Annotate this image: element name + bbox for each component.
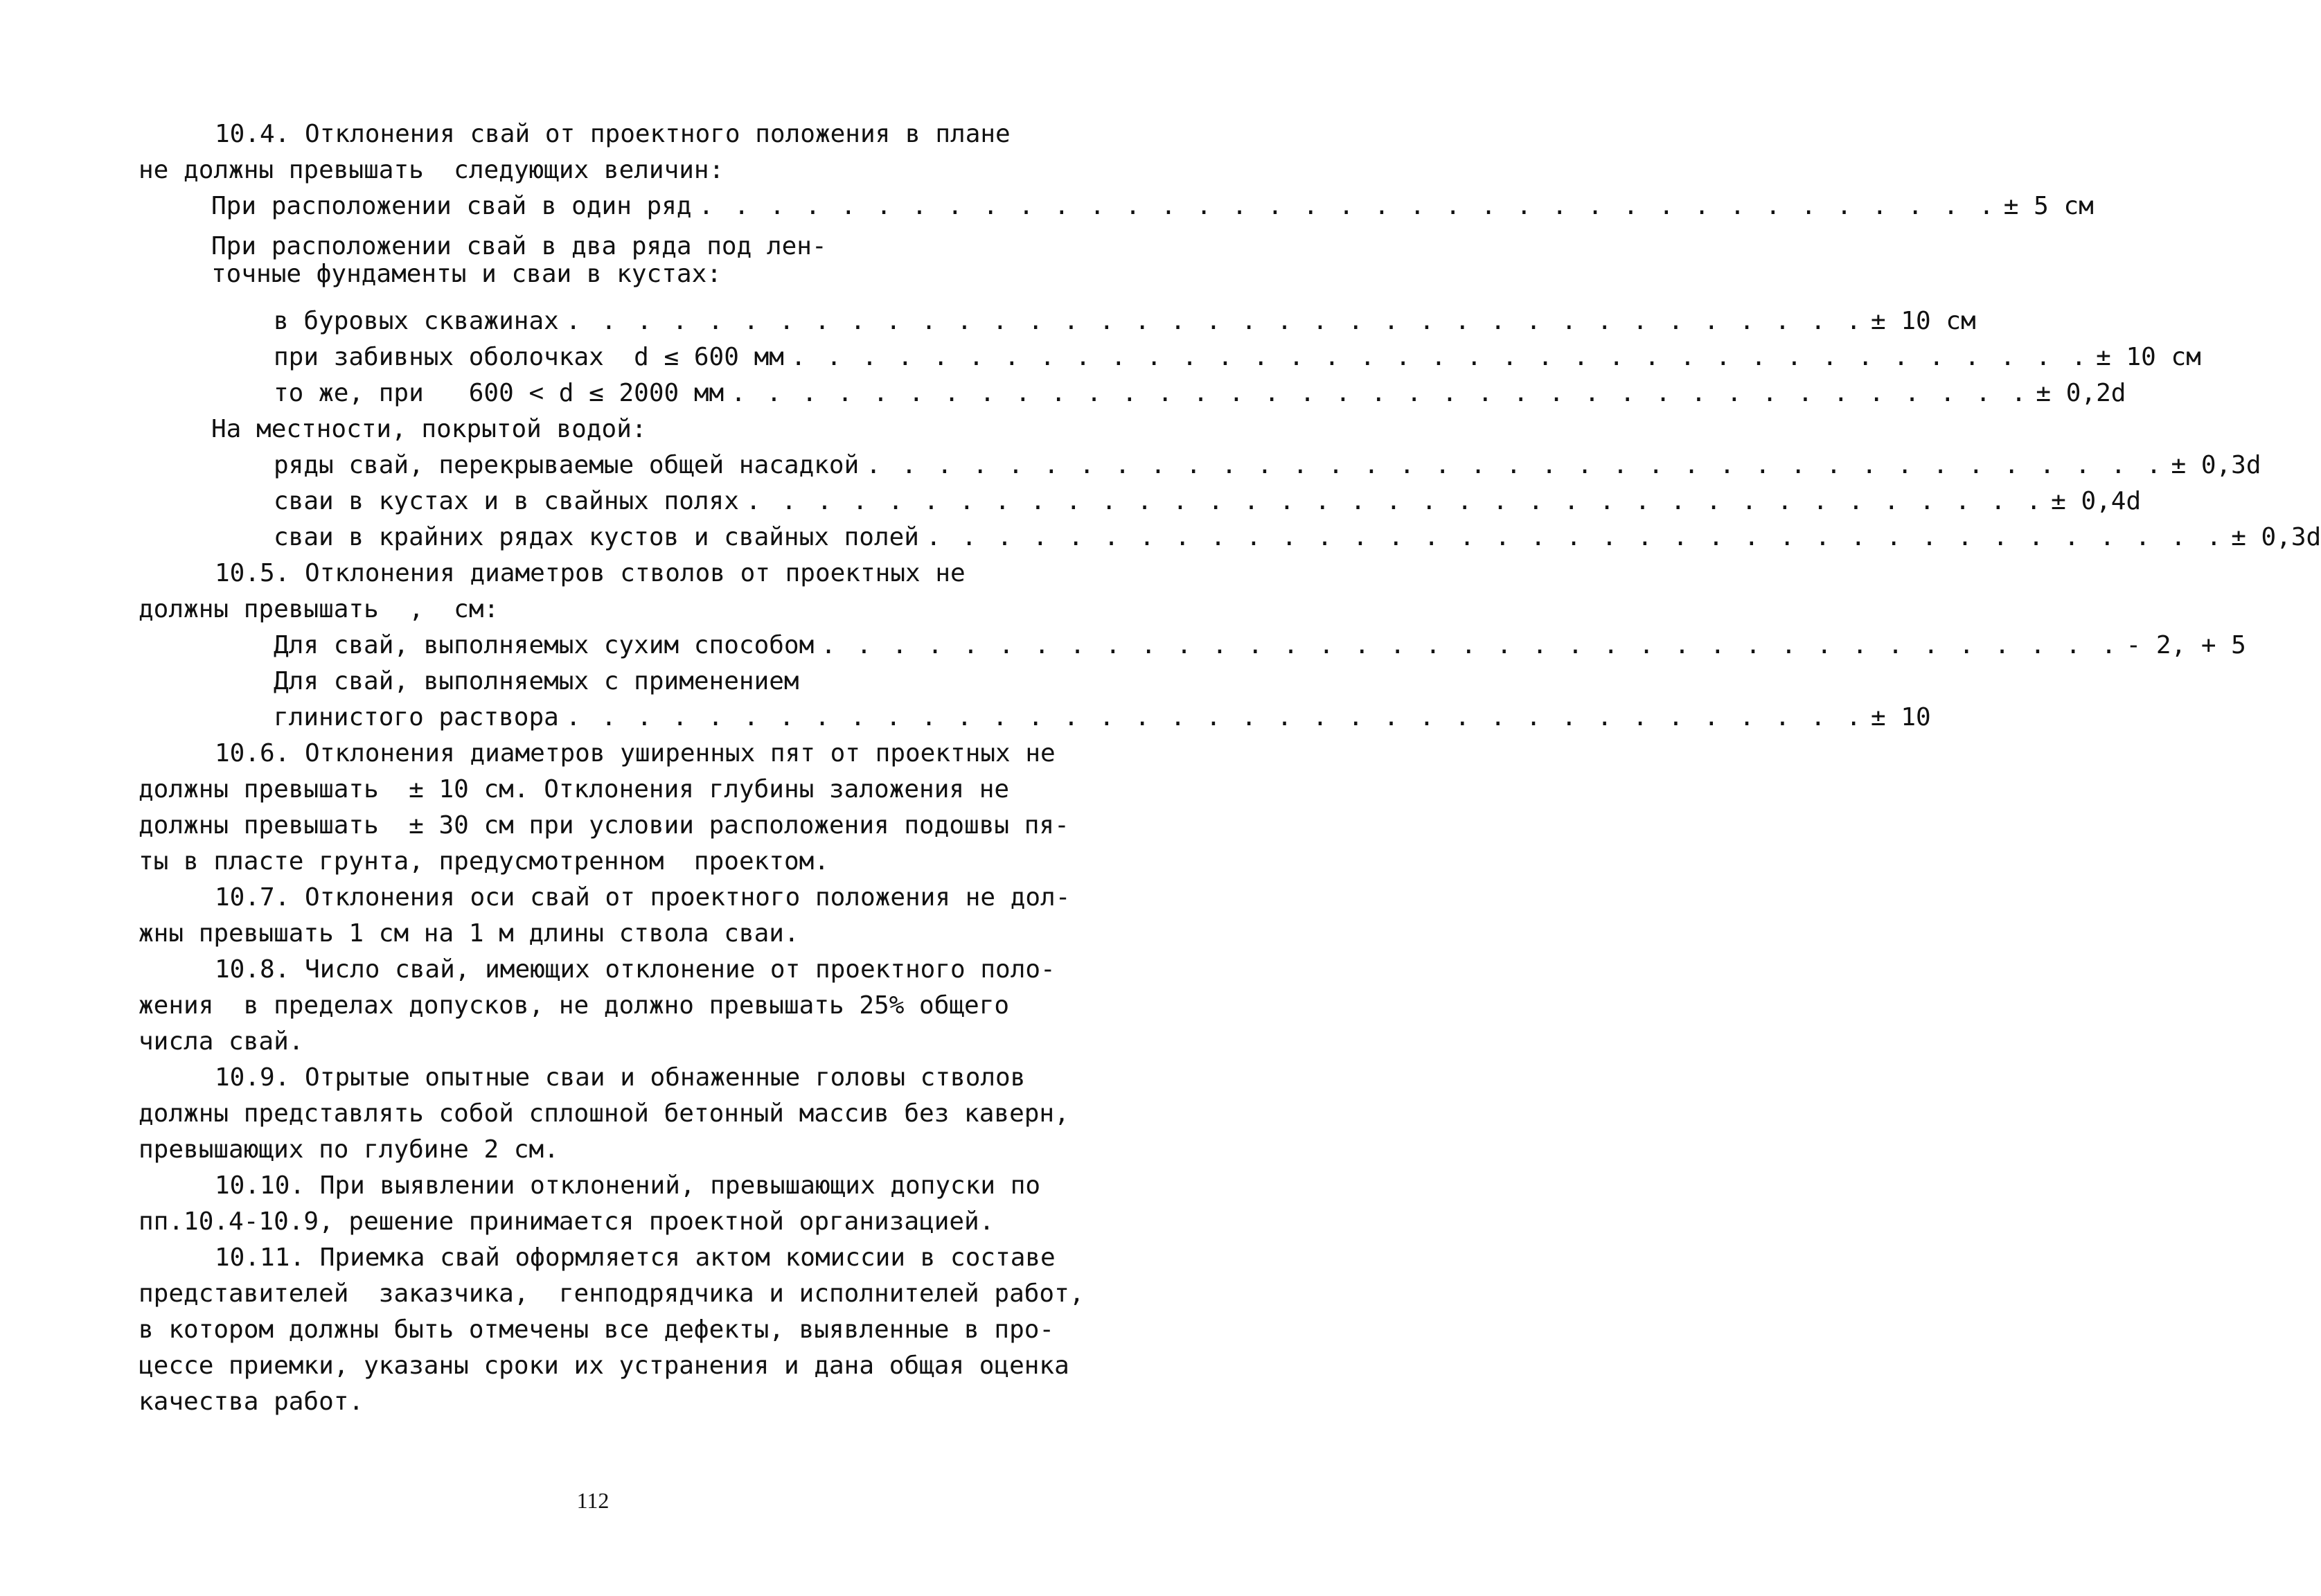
paragraph-10-11-line-5: качества работ. [139,1387,364,1416]
page-number: 112 [576,1488,610,1513]
tolerance-row-common-cap [139,447,2261,484]
water-heading: На местности, покрытой водой: [211,415,647,443]
clay-row-line-1: Для свай, выполняемых с применением [274,667,799,695]
tolerance-label: при забивных оболочках d ≤ 600 мм [274,343,784,371]
leader-dots: . . . . . . . . . . . . . . . . . . . . . . . . . . . . . . . . . . . . . [565,703,1865,732]
paragraph-10-10-line-1: 10.10. При выявлении отклонений, превышающих допуски по [215,1171,1041,1200]
leader-dots: . . . . . . . . . . . . . . . . . . . . . . . . . . . . . . . . . . . . . [698,192,1997,220]
paragraph-10-4-line-1: 10.4. Отклонения свай от проектного положения в плане [215,120,1011,148]
two-rows-heading-line-1: При расположении свай в два ряда под лен- [211,232,827,260]
tolerance-label: Для свай, выполняемых сухим способом [274,631,815,659]
paragraph-10-11-line-3: в котором должны быть отмечены все дефекты, выявленные в про- [139,1315,1055,1344]
paragraph-10-8-line-2: жения в пределах допусков, не должно превышать 25% общего [139,991,1010,1020]
leader-dots: . . . . . . . . . . . . . . . . . . . . . . . . . . . . . . . . . . . . . [745,487,2045,515]
tolerance-value: ± 10 см [1871,307,1976,335]
tolerance-label: ряды свай, перекрываемые общей насадкой [274,451,860,479]
paragraph-10-4-line-2: не должны превышать следующих величин: [139,156,724,184]
paragraph-10-8-line-3: числа свай. [139,1027,304,1056]
paragraph-10-10-line-2: пп.10.4-10.9, решение принимается проектной организацией. [139,1207,995,1236]
tolerance-row-edge-rows [139,520,2321,556]
paragraph-10-6-line-4: ты в пласте грунта, предусмотренном проектом. [139,847,829,876]
tolerance-label: в буровых скважинах [274,307,559,335]
paragraph-10-11-line-1: 10.11. Приемка свай оформляется актом комиссии в составе [215,1243,1056,1272]
tolerance-value: - 2, + 5 [2126,631,2246,659]
tolerance-row-one-row [139,188,2094,224]
leader-dots: . . . . . . . . . . . . . . . . . . . . . . . . . . . . . . . . . . . . . [866,451,2164,479]
two-rows-heading-line-2: точные фундаменты и сваи в кустах: [211,260,722,288]
paragraph-10-11-line-4: цессе приемки, указаны сроки их устранения и дана общая оценка [139,1351,1069,1380]
paragraph-10-11-line-2: представителей заказчика, генподрядчика и исполнителей работ, [139,1279,1085,1308]
paragraph-10-9-line-2: должны представлять собой сплошной бетонный массив без каверн, [139,1099,1069,1128]
tolerance-value: ± 10 см [2096,343,2201,371]
paragraph-10-5-line-1: 10.5. Отклонения диаметров стволов от проектных не [215,559,966,587]
tolerance-row-bored [139,303,1976,339]
leader-dots: . . . . . . . . . . . . . . . . . . . . . . . . . . . . . . . . . . . . . [731,379,2029,407]
paragraph-10-8-line-1: 10.8. Число свай, имеющих отклонение от проектного поло- [215,955,1056,984]
tolerance-row-dry-method [139,628,2246,664]
tolerance-value: ± 0,4d [2051,487,2142,515]
tolerance-value: ± 5 см [2003,192,2094,220]
leader-dots: . . . . . . . . . . . . . . . . . . . . . . . . . . . . . . . . . . . . . [565,307,1865,335]
tolerance-row-clusters [139,484,2142,520]
leader-dots: . . . . . . . . . . . . . . . . . . . . . . . . . . . . . . . . . . . . . [925,523,2225,551]
tolerance-row-driven-shells [139,339,2201,375]
paragraph-10-7-line-1: 10.7. Отклонения оси свай от проектного положения не дол- [215,883,1071,912]
tolerance-value: ± 0,2d [2036,379,2126,407]
tolerance-label: глинистого раствора [274,703,559,732]
tolerance-label: сваи в кустах и в свайных полях [274,487,739,515]
paragraph-10-5-line-2: должны превышать , см: [139,595,499,623]
leader-dots: . . . . . . . . . . . . . . . . . . . . . . . . . . . . . . . . . . . . . [821,631,2119,659]
leader-dots: . . . . . . . . . . . . . . . . . . . . . . . . . . . . . . . . . . . . . [790,343,2090,371]
tolerance-label: При расположении свай в один ряд [211,192,692,220]
paragraph-10-7-line-2: жны превышать 1 см на 1 м длины ствола сваи. [139,919,799,948]
paragraph-10-9-line-3: превышающих по глубине 2 см. [139,1135,559,1164]
tolerance-row-large-diameter [139,375,2126,411]
document-page [139,116,2321,1420]
tolerance-row-clay-slurry [139,700,1931,736]
paragraph-10-6-line-3: должны превышать ± 30 см при условии расположения подошвы пя- [139,811,1069,840]
tolerance-label: то же, при 600 < d ≤ 2000 мм [274,379,724,407]
tolerance-value: ± 10 [1871,703,1931,732]
paragraph-10-6-line-2: должны превышать ± 10 см. Отклонения глубины заложения не [139,775,1010,804]
tolerance-value: ± 0,3d [2171,451,2261,479]
tolerance-label: сваи в крайних рядах кустов и свайных полей [274,523,919,551]
paragraph-10-6-line-1: 10.6. Отклонения диаметров уширенных пят от проектных не [215,739,1056,768]
tolerance-value: ± 0,3d [2231,523,2321,551]
paragraph-10-9-line-1: 10.9. Отрытые опытные сваи и обнаженные головы стволов [215,1063,1026,1092]
